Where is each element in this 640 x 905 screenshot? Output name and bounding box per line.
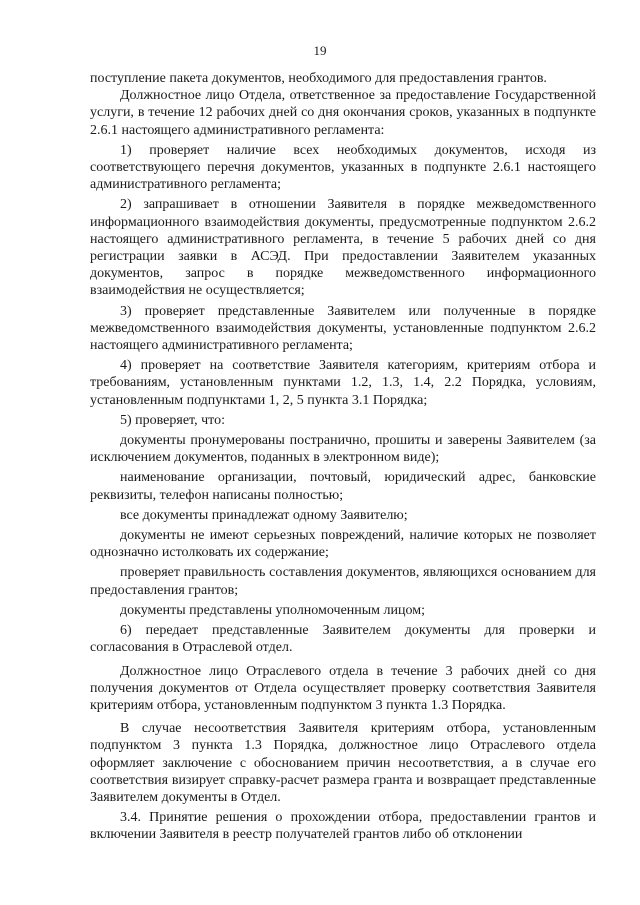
- page-number: 19: [313, 43, 327, 58]
- paragraph: Должностное лицо Отраслевого отдела в течение 3 рабочих дней со дня получения документов от Отдела осуществляет проверку соответствия Заявителя критериям отбора, установленным подпунктом 3 пункта 1.3 Порядка.: [90, 663, 596, 713]
- paragraph: 4) проверяет на соответствие Заявителя категориям, критериям отбора и требованиям, установленным пунктами 1.2, 1.3, 1.4, 2.2 Порядка, условиям, установленным подпунктами 1, 2, 5 пункта 3.1 Порядка;: [90, 358, 596, 408]
- paragraph: 3) проверяет представленные Заявителем или полученные в порядке межведомственного взаимодействия документы, установленные подпунктом 2.6.2 настоящего административного регламента;: [90, 303, 596, 354]
- document-body: [90, 70, 596, 844]
- paragraph: 1) проверяет наличие всех необходимых документов, исходя из соответствующего перечня документов, указанных в подпункте 2.6.1 настоящего административного регламента;: [90, 142, 596, 193]
- paragraph: Должностное лицо Отдела, ответственное за предоставление Государственной услуги, в течение 12 рабочих дней со дня окончания сроков, указанных в подпункте 2.6.1 настоящего административного регламента:: [90, 88, 596, 138]
- paragraph: 3.4. Принятие решения о прохождении отбора, предоставлении грантов и включении Заявителя в реестр получателей грантов либо об отклонении: [90, 810, 596, 843]
- paragraph: документы представлены уполномоченным лицом;: [120, 602, 425, 618]
- paragraph: поступление пакета документов, необходимого для предоставления грантов.: [90, 71, 547, 86]
- paragraph: 5) проверяет, что:: [120, 412, 225, 428]
- paragraph: 6) передает представленные Заявителем документы для проверки и согласования в Отраслевой отдел.: [90, 623, 596, 656]
- paragraph: проверяет правильность составления документов, являющихся основанием для предоставления грантов;: [90, 565, 596, 598]
- paragraph: 2) запрашивает в отношении Заявителя в порядке межведомственного информационного взаимодействия документы, предусмотренные подпунктом 2.6.2 настоящего административного регламента, в течение 5 рабочих дней со дня регистрации заявки в АСЭД. При предоставлении Заявителем указанных документов, запрос в порядке межведомственного информационного взаимодействия не осуществляется;: [90, 197, 596, 299]
- paragraph: все документы принадлежат одному Заявителю;: [120, 507, 408, 523]
- paragraph: документы не имеют серьезных повреждений, наличие которых не позволяет однозначно истолковать их содержание;: [90, 528, 596, 561]
- paragraph: В случае несоответствия Заявителя критериям отбора, установленным подпунктом 3 пункта 1.3 Порядка, должностное лицо Отраслевого отдела оформляет заключение с обоснованием причин несоответствия, а в случае его соответствия визирует справку-расчет размера гранта и возвращает представленные Заявителем документы в Отдел.: [90, 721, 596, 805]
- paragraph: документы пронумерованы постранично, прошиты и заверены Заявителем (за исключением документов, поданных в электронном виде);: [90, 433, 596, 466]
- paragraph: наименование организации, почтовый, юридический адрес, банковские реквизиты, телефон написаны полностью;: [90, 470, 596, 503]
